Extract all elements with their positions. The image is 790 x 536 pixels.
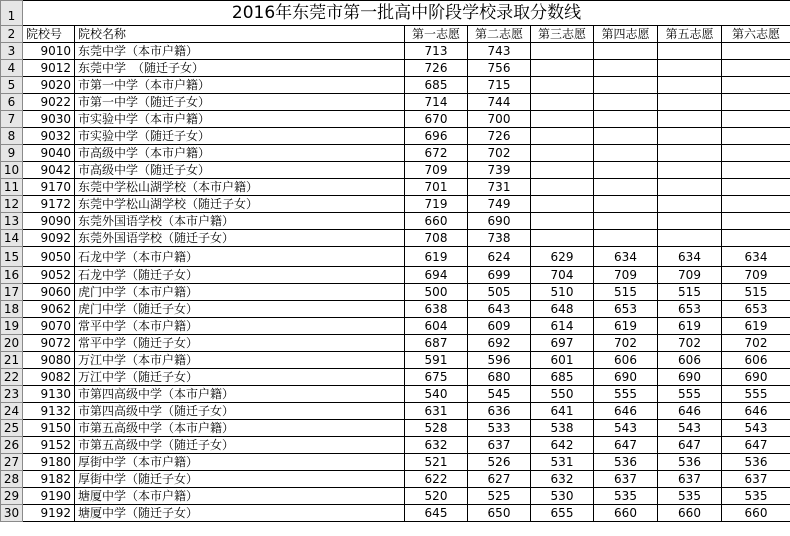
score-cell-choice-4[interactable]: 653 bbox=[594, 301, 658, 318]
table-row bbox=[1, 145, 790, 162]
school-name-cell[interactable]: 厚街中学（随迁子女） bbox=[75, 471, 405, 488]
header-cell-name[interactable]: 院校名称 bbox=[75, 26, 405, 43]
score-cell-choice-1[interactable]: 701 bbox=[405, 179, 468, 196]
score-cell-choice-5[interactable]: 536 bbox=[658, 454, 722, 471]
sheet-title[interactable]: 2016年东莞市第一批高中阶段学校录取分数线 bbox=[23, 1, 790, 26]
school-code-cell[interactable]: 9092 bbox=[23, 230, 75, 247]
score-cell-choice-3[interactable]: 531 bbox=[531, 454, 594, 471]
school-name-cell[interactable]: 市第五高级中学（本市户籍） bbox=[75, 420, 405, 437]
row-number[interactable]: 2 bbox=[1, 26, 23, 43]
table-row bbox=[1, 301, 790, 318]
score-cell-choice-4[interactable]: 606 bbox=[594, 352, 658, 369]
score-cell-choice-6[interactable] bbox=[722, 213, 790, 230]
row-number[interactable]: 16 bbox=[1, 267, 23, 284]
row-number[interactable]: 12 bbox=[1, 196, 23, 213]
table-row bbox=[1, 77, 790, 94]
score-cell-choice-3[interactable] bbox=[531, 162, 594, 179]
school-code-cell[interactable]: 9150 bbox=[23, 420, 75, 437]
score-cell-choice-4[interactable] bbox=[594, 43, 658, 60]
score-cell-choice-6[interactable]: 536 bbox=[722, 454, 790, 471]
header-cell-choice-6[interactable]: 第六志愿 bbox=[722, 26, 790, 43]
score-cell-choice-3[interactable]: 629 bbox=[531, 247, 594, 267]
row-number[interactable]: 28 bbox=[1, 471, 23, 488]
score-cell-choice-1[interactable]: 694 bbox=[405, 267, 468, 284]
table-row bbox=[1, 284, 790, 301]
score-cell-choice-5[interactable]: 709 bbox=[658, 267, 722, 284]
school-name-cell[interactable]: 东莞中学松山湖学校（本市户籍） bbox=[75, 179, 405, 196]
school-code-cell[interactable]: 9132 bbox=[23, 403, 75, 420]
score-cell-choice-2[interactable]: 643 bbox=[468, 301, 531, 318]
score-cell-choice-6[interactable]: 653 bbox=[722, 301, 790, 318]
score-cell-choice-6[interactable]: 647 bbox=[722, 437, 790, 454]
school-name-cell[interactable]: 石龙中学（本市户籍） bbox=[75, 247, 405, 267]
table-row bbox=[1, 213, 790, 230]
score-cell-choice-6[interactable]: 619 bbox=[722, 318, 790, 335]
table-row bbox=[1, 420, 790, 437]
score-cell-choice-3[interactable] bbox=[531, 43, 594, 60]
row-number[interactable]: 21 bbox=[1, 352, 23, 369]
score-cell-choice-3[interactable]: 601 bbox=[531, 352, 594, 369]
score-cell-choice-1[interactable]: 670 bbox=[405, 111, 468, 128]
score-cell-choice-4[interactable] bbox=[594, 179, 658, 196]
score-cell-choice-4[interactable]: 690 bbox=[594, 369, 658, 386]
row-number[interactable]: 25 bbox=[1, 420, 23, 437]
score-cell-choice-3[interactable]: 614 bbox=[531, 318, 594, 335]
school-code-cell[interactable]: 9030 bbox=[23, 111, 75, 128]
score-cell-choice-5[interactable]: 543 bbox=[658, 420, 722, 437]
score-cell-choice-4[interactable] bbox=[594, 94, 658, 111]
score-cell-choice-3[interactable] bbox=[531, 196, 594, 213]
score-cell-choice-2[interactable]: 744 bbox=[468, 94, 531, 111]
score-cell-choice-6[interactable]: 702 bbox=[722, 335, 790, 352]
score-cell-choice-5[interactable] bbox=[658, 94, 722, 111]
score-cell-choice-6[interactable]: 646 bbox=[722, 403, 790, 420]
score-cell-choice-4[interactable] bbox=[594, 196, 658, 213]
school-name-cell[interactable]: 市第一中学（随迁子女） bbox=[75, 94, 405, 111]
school-name-cell[interactable]: 塘厦中学（随迁子女） bbox=[75, 505, 405, 522]
score-cell-choice-2[interactable]: 533 bbox=[468, 420, 531, 437]
score-cell-choice-2[interactable]: 525 bbox=[468, 488, 531, 505]
school-name-cell[interactable]: 常平中学（随迁子女） bbox=[75, 335, 405, 352]
score-cell-choice-4[interactable]: 555 bbox=[594, 386, 658, 403]
score-cell-choice-2[interactable]: 596 bbox=[468, 352, 531, 369]
header-cell-choice-5[interactable]: 第五志愿 bbox=[658, 26, 722, 43]
table-row bbox=[1, 437, 790, 454]
score-cell-choice-2[interactable]: 739 bbox=[468, 162, 531, 179]
score-cell-choice-3[interactable]: 510 bbox=[531, 284, 594, 301]
score-cell-choice-6[interactable] bbox=[722, 77, 790, 94]
score-cell-choice-6[interactable] bbox=[722, 162, 790, 179]
score-cell-choice-3[interactable]: 642 bbox=[531, 437, 594, 454]
school-code-cell[interactable]: 9060 bbox=[23, 284, 75, 301]
row-number[interactable]: 20 bbox=[1, 335, 23, 352]
score-cell-choice-1[interactable]: 638 bbox=[405, 301, 468, 318]
score-cell-choice-2[interactable]: 526 bbox=[468, 454, 531, 471]
school-name-cell[interactable]: 东莞中学（本市户籍） bbox=[75, 43, 405, 60]
score-cell-choice-1[interactable]: 714 bbox=[405, 94, 468, 111]
score-cell-choice-1[interactable]: 687 bbox=[405, 335, 468, 352]
table-row bbox=[1, 60, 790, 77]
score-cell-choice-3[interactable] bbox=[531, 60, 594, 77]
table-row bbox=[1, 111, 790, 128]
school-name-cell[interactable]: 市高级中学（随迁子女） bbox=[75, 162, 405, 179]
school-code-cell[interactable]: 9190 bbox=[23, 488, 75, 505]
table-row bbox=[1, 369, 790, 386]
row-number[interactable]: 18 bbox=[1, 301, 23, 318]
row-number[interactable]: 13 bbox=[1, 213, 23, 230]
score-cell-choice-6[interactable] bbox=[722, 128, 790, 145]
table-row bbox=[1, 179, 790, 196]
score-cell-choice-3[interactable]: 685 bbox=[531, 369, 594, 386]
score-cell-choice-5[interactable] bbox=[658, 213, 722, 230]
score-cell-choice-6[interactable]: 709 bbox=[722, 267, 790, 284]
score-cell-choice-3[interactable] bbox=[531, 179, 594, 196]
row-number[interactable]: 29 bbox=[1, 488, 23, 505]
row-number[interactable]: 8 bbox=[1, 128, 23, 145]
score-cell-choice-4[interactable] bbox=[594, 162, 658, 179]
score-cell-choice-3[interactable]: 697 bbox=[531, 335, 594, 352]
score-cell-choice-4[interactable]: 646 bbox=[594, 403, 658, 420]
school-code-cell[interactable]: 9070 bbox=[23, 318, 75, 335]
school-name-cell[interactable]: 虎门中学（本市户籍） bbox=[75, 284, 405, 301]
score-cell-choice-3[interactable] bbox=[531, 94, 594, 111]
score-cell-choice-6[interactable] bbox=[722, 145, 790, 162]
score-cell-choice-2[interactable]: 756 bbox=[468, 60, 531, 77]
score-cell-choice-3[interactable]: 641 bbox=[531, 403, 594, 420]
table-row bbox=[1, 247, 790, 267]
school-code-cell[interactable]: 9192 bbox=[23, 505, 75, 522]
school-name-cell[interactable]: 塘厦中学（本市户籍） bbox=[75, 488, 405, 505]
table-row bbox=[1, 505, 790, 522]
table-row bbox=[1, 162, 790, 179]
table-row bbox=[1, 386, 790, 403]
row-number[interactable]: 14 bbox=[1, 230, 23, 247]
score-cell-choice-5[interactable] bbox=[658, 145, 722, 162]
school-name-cell[interactable]: 市高级中学（本市户籍） bbox=[75, 145, 405, 162]
school-code-cell[interactable]: 9172 bbox=[23, 196, 75, 213]
score-cell-choice-2[interactable]: 627 bbox=[468, 471, 531, 488]
score-cell-choice-5[interactable] bbox=[658, 196, 722, 213]
score-cell-choice-6[interactable]: 660 bbox=[722, 505, 790, 522]
score-cell-choice-3[interactable] bbox=[531, 111, 594, 128]
score-cell-choice-1[interactable]: 709 bbox=[405, 162, 468, 179]
table-row bbox=[1, 454, 790, 471]
score-cell-choice-6[interactable] bbox=[722, 111, 790, 128]
score-cell-choice-2[interactable]: 680 bbox=[468, 369, 531, 386]
school-name-cell[interactable]: 石龙中学（随迁子女） bbox=[75, 267, 405, 284]
score-cell-choice-4[interactable]: 543 bbox=[594, 420, 658, 437]
score-cell-choice-1[interactable]: 591 bbox=[405, 352, 468, 369]
table-row bbox=[1, 318, 790, 335]
score-cell-choice-4[interactable] bbox=[594, 77, 658, 94]
table-row bbox=[1, 267, 790, 284]
school-name-cell[interactable]: 常平中学（本市户籍） bbox=[75, 318, 405, 335]
score-cell-choice-3[interactable]: 648 bbox=[531, 301, 594, 318]
score-cell-choice-5[interactable]: 646 bbox=[658, 403, 722, 420]
score-cell-choice-5[interactable] bbox=[658, 230, 722, 247]
score-cell-choice-3[interactable]: 538 bbox=[531, 420, 594, 437]
score-cell-choice-3[interactable]: 632 bbox=[531, 471, 594, 488]
score-cell-choice-1[interactable]: 604 bbox=[405, 318, 468, 335]
score-cell-choice-6[interactable] bbox=[722, 230, 790, 247]
score-cell-choice-2[interactable]: 700 bbox=[468, 111, 531, 128]
row-number[interactable]: 15 bbox=[1, 247, 23, 267]
school-code-cell[interactable]: 9080 bbox=[23, 352, 75, 369]
school-code-cell[interactable]: 9090 bbox=[23, 213, 75, 230]
score-cell-choice-4[interactable]: 637 bbox=[594, 471, 658, 488]
score-cell-choice-6[interactable] bbox=[722, 94, 790, 111]
table-row bbox=[1, 471, 790, 488]
score-cell-choice-5[interactable] bbox=[658, 43, 722, 60]
score-cell-choice-2[interactable]: 609 bbox=[468, 318, 531, 335]
school-name-cell[interactable]: 东莞外国语学校（本市户籍） bbox=[75, 213, 405, 230]
school-code-cell[interactable]: 9062 bbox=[23, 301, 75, 318]
score-cell-choice-6[interactable] bbox=[722, 196, 790, 213]
score-cell-choice-1[interactable]: 540 bbox=[405, 386, 468, 403]
score-cell-choice-6[interactable]: 606 bbox=[722, 352, 790, 369]
score-cell-choice-3[interactable] bbox=[531, 128, 594, 145]
school-name-cell[interactable]: 东莞中学 （随迁子女） bbox=[75, 60, 405, 77]
table-row bbox=[1, 196, 790, 213]
header-row bbox=[1, 26, 790, 43]
score-cell-choice-2[interactable]: 636 bbox=[468, 403, 531, 420]
school-code-cell[interactable]: 9180 bbox=[23, 454, 75, 471]
score-cell-choice-4[interactable] bbox=[594, 230, 658, 247]
table-row bbox=[1, 94, 790, 111]
score-cell-choice-4[interactable]: 536 bbox=[594, 454, 658, 471]
score-cell-choice-4[interactable] bbox=[594, 213, 658, 230]
score-cell-choice-1[interactable]: 632 bbox=[405, 437, 468, 454]
row-number[interactable]: 24 bbox=[1, 403, 23, 420]
table-row bbox=[1, 335, 790, 352]
table-row bbox=[1, 488, 790, 505]
school-code-cell[interactable]: 9012 bbox=[23, 60, 75, 77]
score-cell-choice-5[interactable]: 619 bbox=[658, 318, 722, 335]
school-name-cell[interactable]: 市第四高级中学（本市户籍） bbox=[75, 386, 405, 403]
score-cell-choice-1[interactable]: 660 bbox=[405, 213, 468, 230]
row-number[interactable]: 19 bbox=[1, 318, 23, 335]
row-number[interactable]: 27 bbox=[1, 454, 23, 471]
score-cell-choice-1[interactable]: 708 bbox=[405, 230, 468, 247]
score-cell-choice-4[interactable]: 660 bbox=[594, 505, 658, 522]
school-code-cell[interactable]: 9130 bbox=[23, 386, 75, 403]
score-cell-choice-6[interactable]: 637 bbox=[722, 471, 790, 488]
score-cell-choice-3[interactable]: 550 bbox=[531, 386, 594, 403]
row-number[interactable]: 26 bbox=[1, 437, 23, 454]
score-cell-choice-1[interactable]: 520 bbox=[405, 488, 468, 505]
school-name-cell[interactable]: 万江中学（随迁子女） bbox=[75, 369, 405, 386]
row-number[interactable]: 3 bbox=[1, 43, 23, 60]
score-cell-choice-3[interactable]: 530 bbox=[531, 488, 594, 505]
score-cell-choice-2[interactable]: 738 bbox=[468, 230, 531, 247]
row-number[interactable]: 9 bbox=[1, 145, 23, 162]
score-cell-choice-2[interactable]: 624 bbox=[468, 247, 531, 267]
score-cell-choice-1[interactable]: 619 bbox=[405, 247, 468, 267]
score-cell-choice-2[interactable]: 715 bbox=[468, 77, 531, 94]
header-cell-choice-2[interactable]: 第二志愿 bbox=[468, 26, 531, 43]
table-row bbox=[1, 352, 790, 369]
score-cell-choice-5[interactable]: 515 bbox=[658, 284, 722, 301]
row-number[interactable]: 22 bbox=[1, 369, 23, 386]
score-cell-choice-4[interactable] bbox=[594, 128, 658, 145]
score-cell-choice-2[interactable]: 637 bbox=[468, 437, 531, 454]
score-cell-choice-2[interactable]: 726 bbox=[468, 128, 531, 145]
score-cell-choice-5[interactable]: 660 bbox=[658, 505, 722, 522]
score-cell-choice-6[interactable]: 555 bbox=[722, 386, 790, 403]
score-cell-choice-2[interactable]: 650 bbox=[468, 505, 531, 522]
school-name-cell[interactable]: 东莞外国语学校（随迁子女） bbox=[75, 230, 405, 247]
school-name-cell[interactable]: 市第四高级中学（随迁子女） bbox=[75, 403, 405, 420]
score-cell-choice-2[interactable]: 743 bbox=[468, 43, 531, 60]
score-cell-choice-3[interactable] bbox=[531, 145, 594, 162]
score-cell-choice-6[interactable]: 543 bbox=[722, 420, 790, 437]
score-cell-choice-6[interactable] bbox=[722, 179, 790, 196]
row-number[interactable]: 1 bbox=[1, 1, 23, 26]
score-cell-choice-1[interactable]: 622 bbox=[405, 471, 468, 488]
score-cell-choice-6[interactable] bbox=[722, 60, 790, 77]
score-cell-choice-2[interactable]: 699 bbox=[468, 267, 531, 284]
score-cell-choice-6[interactable]: 535 bbox=[722, 488, 790, 505]
row-number[interactable]: 4 bbox=[1, 60, 23, 77]
score-cell-choice-5[interactable]: 634 bbox=[658, 247, 722, 267]
row-number[interactable]: 30 bbox=[1, 505, 23, 522]
score-cell-choice-4[interactable]: 634 bbox=[594, 247, 658, 267]
school-code-cell[interactable]: 9182 bbox=[23, 471, 75, 488]
score-cell-choice-1[interactable]: 528 bbox=[405, 420, 468, 437]
score-cell-choice-1[interactable]: 713 bbox=[405, 43, 468, 60]
row-number[interactable]: 17 bbox=[1, 284, 23, 301]
score-cell-choice-2[interactable]: 690 bbox=[468, 213, 531, 230]
score-cell-choice-5[interactable]: 606 bbox=[658, 352, 722, 369]
school-name-cell[interactable]: 东莞中学松山湖学校（随迁子女） bbox=[75, 196, 405, 213]
score-cell-choice-1[interactable]: 645 bbox=[405, 505, 468, 522]
score-cell-choice-4[interactable]: 647 bbox=[594, 437, 658, 454]
score-cell-choice-1[interactable]: 696 bbox=[405, 128, 468, 145]
school-name-cell[interactable]: 市第五高级中学（随迁子女） bbox=[75, 437, 405, 454]
school-code-cell[interactable]: 9020 bbox=[23, 77, 75, 94]
header-cell-choice-3[interactable]: 第三志愿 bbox=[531, 26, 594, 43]
row-number[interactable]: 11 bbox=[1, 179, 23, 196]
header-cell-choice-4[interactable]: 第四志愿 bbox=[594, 26, 658, 43]
score-cell-choice-1[interactable]: 719 bbox=[405, 196, 468, 213]
score-cell-choice-4[interactable]: 515 bbox=[594, 284, 658, 301]
score-cell-choice-4[interactable]: 702 bbox=[594, 335, 658, 352]
table-row bbox=[1, 43, 790, 60]
school-code-cell[interactable]: 9022 bbox=[23, 94, 75, 111]
score-cell-choice-5[interactable]: 647 bbox=[658, 437, 722, 454]
score-cell-choice-3[interactable] bbox=[531, 77, 594, 94]
school-name-cell[interactable]: 市实验中学（本市户籍） bbox=[75, 111, 405, 128]
school-code-cell[interactable]: 9040 bbox=[23, 145, 75, 162]
score-cell-choice-1[interactable]: 726 bbox=[405, 60, 468, 77]
score-cell-choice-2[interactable]: 505 bbox=[468, 284, 531, 301]
title-row bbox=[1, 1, 790, 26]
school-name-cell[interactable]: 厚街中学（本市户籍） bbox=[75, 454, 405, 471]
school-name-cell[interactable]: 市第一中学（本市户籍） bbox=[75, 77, 405, 94]
table-row bbox=[1, 403, 790, 420]
score-cell-choice-3[interactable] bbox=[531, 230, 594, 247]
school-code-cell[interactable]: 9010 bbox=[23, 43, 75, 60]
table-row bbox=[1, 230, 790, 247]
school-code-cell[interactable]: 9032 bbox=[23, 128, 75, 145]
score-cell-choice-5[interactable]: 555 bbox=[658, 386, 722, 403]
score-cell-choice-1[interactable]: 672 bbox=[405, 145, 468, 162]
table-row bbox=[1, 128, 790, 145]
score-cell-choice-3[interactable] bbox=[531, 213, 594, 230]
score-cell-choice-2[interactable]: 545 bbox=[468, 386, 531, 403]
score-cell-choice-5[interactable] bbox=[658, 128, 722, 145]
score-cell-choice-6[interactable] bbox=[722, 43, 790, 60]
score-cell-choice-1[interactable]: 675 bbox=[405, 369, 468, 386]
score-cell-choice-3[interactable]: 704 bbox=[531, 267, 594, 284]
score-cell-choice-1[interactable]: 685 bbox=[405, 77, 468, 94]
score-cell-choice-1[interactable]: 521 bbox=[405, 454, 468, 471]
score-cell-choice-2[interactable]: 749 bbox=[468, 196, 531, 213]
score-cell-choice-4[interactable]: 619 bbox=[594, 318, 658, 335]
score-cell-choice-4[interactable] bbox=[594, 111, 658, 128]
row-number[interactable]: 23 bbox=[1, 386, 23, 403]
score-cell-choice-6[interactable]: 634 bbox=[722, 247, 790, 267]
school-name-cell[interactable]: 市实验中学（随迁子女） bbox=[75, 128, 405, 145]
row-number[interactable]: 7 bbox=[1, 111, 23, 128]
school-name-cell[interactable]: 万江中学（本市户籍） bbox=[75, 352, 405, 369]
score-cell-choice-4[interactable]: 709 bbox=[594, 267, 658, 284]
score-cell-choice-1[interactable]: 631 bbox=[405, 403, 468, 420]
header-cell-code[interactable]: 院校号 bbox=[23, 26, 75, 43]
school-code-cell[interactable]: 9170 bbox=[23, 179, 75, 196]
score-cell-choice-5[interactable] bbox=[658, 77, 722, 94]
score-cell-choice-3[interactable]: 655 bbox=[531, 505, 594, 522]
score-cell-choice-4[interactable] bbox=[594, 145, 658, 162]
score-cell-choice-5[interactable]: 653 bbox=[658, 301, 722, 318]
school-code-cell[interactable]: 9052 bbox=[23, 267, 75, 284]
score-cell-choice-4[interactable]: 535 bbox=[594, 488, 658, 505]
school-code-cell[interactable]: 9072 bbox=[23, 335, 75, 352]
school-name-cell[interactable]: 虎门中学（随迁子女） bbox=[75, 301, 405, 318]
score-cell-choice-2[interactable]: 692 bbox=[468, 335, 531, 352]
row-number[interactable]: 6 bbox=[1, 94, 23, 111]
score-cell-choice-5[interactable] bbox=[658, 111, 722, 128]
row-number[interactable]: 5 bbox=[1, 77, 23, 94]
score-cell-choice-5[interactable]: 702 bbox=[658, 335, 722, 352]
school-code-cell[interactable]: 9152 bbox=[23, 437, 75, 454]
score-cell-choice-6[interactable]: 515 bbox=[722, 284, 790, 301]
score-cell-choice-2[interactable]: 702 bbox=[468, 145, 531, 162]
score-cell-choice-4[interactable] bbox=[594, 60, 658, 77]
school-code-cell[interactable]: 9082 bbox=[23, 369, 75, 386]
score-cell-choice-5[interactable]: 535 bbox=[658, 488, 722, 505]
score-cell-choice-5[interactable] bbox=[658, 162, 722, 179]
score-cell-choice-6[interactable]: 690 bbox=[722, 369, 790, 386]
score-cell-choice-5[interactable] bbox=[658, 60, 722, 77]
school-code-cell[interactable]: 9042 bbox=[23, 162, 75, 179]
school-code-cell[interactable]: 9050 bbox=[23, 247, 75, 267]
header-cell-choice-1[interactable]: 第一志愿 bbox=[405, 26, 468, 43]
score-cell-choice-2[interactable]: 731 bbox=[468, 179, 531, 196]
row-number[interactable]: 10 bbox=[1, 162, 23, 179]
score-cell-choice-5[interactable] bbox=[658, 179, 722, 196]
score-cell-choice-1[interactable]: 500 bbox=[405, 284, 468, 301]
score-cell-choice-5[interactable]: 690 bbox=[658, 369, 722, 386]
score-cell-choice-5[interactable]: 637 bbox=[658, 471, 722, 488]
